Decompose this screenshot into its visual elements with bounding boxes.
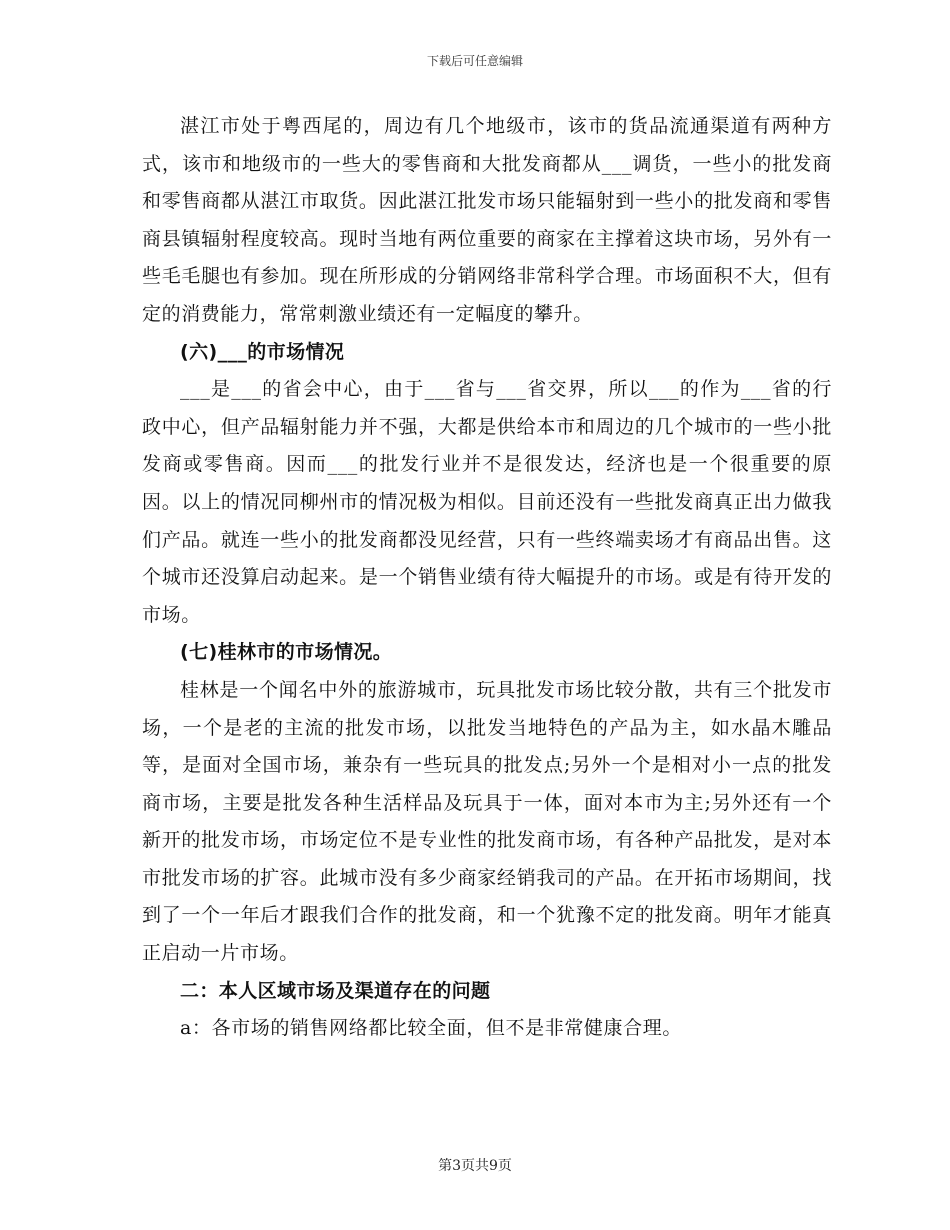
paragraph-guilin: 桂林是一个闻名中外的旅游城市，玩具批发市场比较分散，共有三个批发市场，一个是老的主流的批发市场，以批发当地特色的产品为主，如水晶木雕品等，是面对全国市场，兼杂有一些玩具的批发点;另外一个是相对小一点的批发商市场，主要是批发各种生活样品及玩具于一体，面对本市为主;另外还有一个新开的批发市场，市场定位不是专业性的批发商市场，有各种产品批发，是对本市批发市场的扩容。此城市没有多少商家经销我司的产品。在开拓市场期间，找到了一个一年后才跟我们合作的批发商，和一个犹豫不定的批发商。明年才能真正启动一片市场。 bbox=[142, 678, 832, 965]
document-body bbox=[142, 108, 832, 1048]
heading-section-6: (六)___的市场情况 bbox=[180, 340, 345, 363]
heading-part-2: 二：本人区域市场及渠道存在的问题 bbox=[180, 979, 491, 1002]
paragraph-zhanjiang: 湛江市处于粤西尾的，周边有几个地级市，该市的货品流通渠道有两种方式，该市和地级市的一些大的零售商和大批发商都从___调货，一些小的批发商和零售商都从湛江市取货。因此湛江批发市场只能辐射到一些小的批发商和零售商县镇辐射程度较高。现时当地有两位重要的商家在主撑着这块市场，另外有一些毛毛腿也有参加。现在所形成的分销网络非常科学合理。市场面积不大，但有定的消费能力，常常刺激业绩还有一定幅度的攀升。 bbox=[142, 115, 832, 325]
page-header: 下载后可任意编辑 bbox=[426, 54, 523, 68]
paragraph-point-a: a：各市场的销售网络都比较全面，但不是非常健康合理。 bbox=[180, 1017, 682, 1040]
heading-section-7: (七)桂林市的市场情况。 bbox=[180, 641, 393, 664]
page-footer: 第3页共9页 bbox=[438, 1158, 512, 1174]
paragraph-provincial-capital: ___是___的省会中心，由于___省与___省交界，所以___的作为___省的行政中心，但产品辐射能力并不强，大都是供给本市和周边的几个城市的一些小批发商或零售商。因而___的批发行业并不是很发达，经济也是一个很重要的原因。以上的情况同柳州市的情况极为相似。目前还没有一些批发商真正出力做我们产品。就连一些小的批发商都没见经营，只有一些终端卖场才有商品出售。这个城市还没算启动起来。是一个销售业绩有待大幅提升的市场。或是有待开发的市场。 bbox=[142, 378, 832, 626]
